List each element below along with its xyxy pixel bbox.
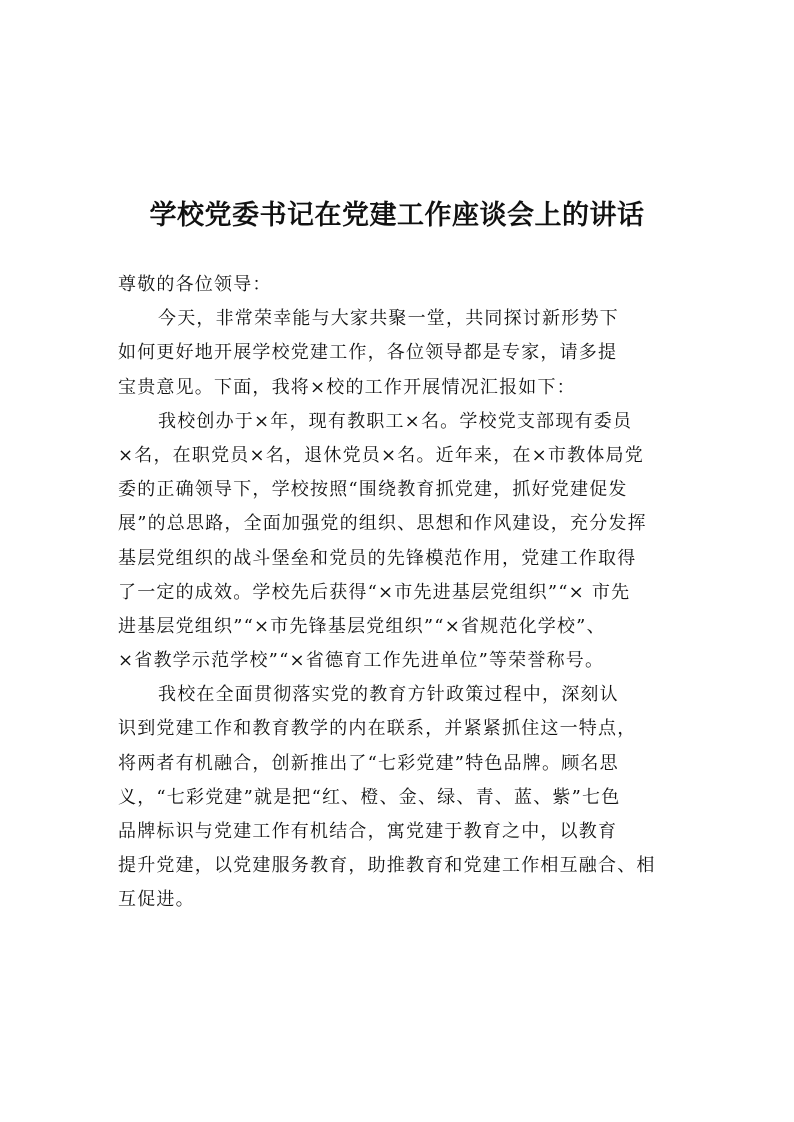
- document-title: 学校党委书记在党建工作座谈会上的讲话: [149, 200, 645, 231]
- paragraph-3-line-4: 义，“七彩党建”就是把“红、橙、金、绿、青、蓝、紫”七色: [118, 786, 621, 808]
- paragraph-2-line-4: 展”的总思路，全面加强党的组织、思想和作风建设，充分发挥: [118, 513, 647, 535]
- paragraph-3-line-6: 提升党建，以党建服务教育，助推教育和党建工作相互融合、相: [118, 855, 656, 877]
- document-body: [118, 268, 690, 918]
- paragraph-2-line-1: 我校创办于×年，现有教职工×名。学校党支部现有委员: [158, 410, 633, 432]
- salutation-line: 尊敬的各位领导：: [118, 274, 272, 295]
- paragraph-1-line-2: 如何更好地开展学校党建工作，各位领导都是专家，请多提: [118, 342, 618, 364]
- paragraph-3-line-1: 我校在全面贯彻落实党的教育方针政策过程中，深刻认: [158, 684, 619, 706]
- paragraph-3-line-5: 品牌标识与党建工作有机结合，寓党建于教育之中，以教育: [118, 821, 618, 842]
- paragraph-2-line-5: 基层党组织的战斗堡垒和党员的先锋模范作用，党建工作取得: [118, 547, 637, 569]
- paragraph-2-line-3: 委的正确领导下，学校按照“围绕教育抓党建，抓好党建促发: [118, 479, 628, 501]
- paragraph-2-line-2: ×名，在职党员×名，退休党员×名。近年来，在×市教体局党: [118, 444, 644, 466]
- paragraph-1-line-3: 宝贵意见。下面，我将×校的工作开展情况汇报如下：: [118, 376, 576, 398]
- paragraph-1-line-1: 今天，非常荣幸能与大家共聚一堂，共同探讨新形势下: [158, 308, 619, 330]
- paragraph-3-line-2: 识到党建工作和教育教学的内在联系，并紧紧抓住这一特点，: [118, 718, 637, 740]
- paragraph-2-line-7: 进基层党组织”“×市先锋基层党组织”“×省规范化学校”、: [118, 615, 606, 637]
- paragraph-3-line-7: 互促进。: [118, 889, 195, 911]
- paragraph-2-line-6: 了一定的成效。学校先后获得“×市先进基层党组织”“× 市先: [118, 581, 631, 603]
- paragraph-3-line-3: 将两者有机融合，创新推出了“七彩党建”特色品牌。顾名思: [118, 752, 619, 774]
- paragraph-2-line-8: ×省教学示范学校”“×省德育工作先进单位”等荣誉称号。: [118, 650, 605, 672]
